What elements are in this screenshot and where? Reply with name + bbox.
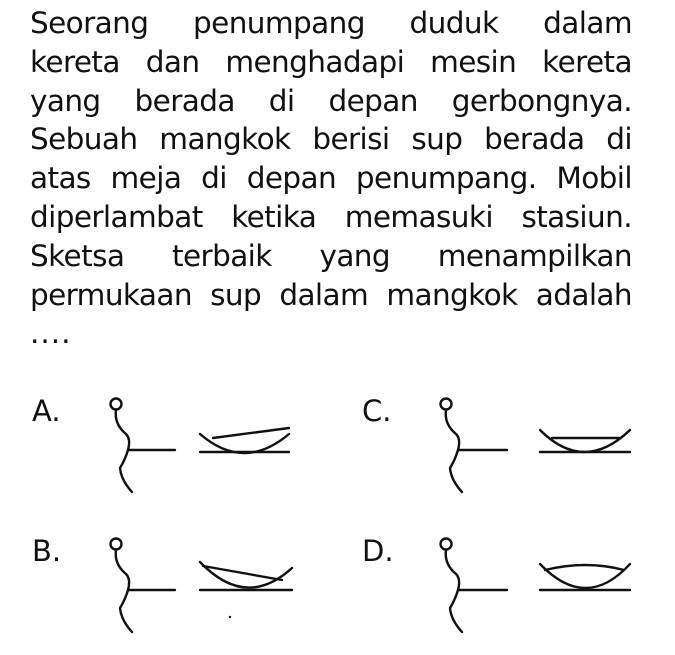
question-line-8: permukaan sup dalam mangkok adalah (30, 277, 632, 312)
soup-bowl-icon (200, 562, 292, 590)
option-d-sketch (362, 534, 662, 644)
option-b-sketch (32, 534, 332, 644)
question-text (30, 4, 632, 353)
option-b[interactable] (32, 534, 332, 644)
question-line-5: atas meja di depan penumpang. Mobil (30, 161, 632, 196)
question-line-2: kereta dan menghadapi mesin kereta (30, 44, 632, 79)
question-line-3: yang berada di depan gerbongnya. (30, 83, 632, 118)
question-line-7: Sketsa terbaik yang menampilkan (30, 238, 632, 273)
option-c-label: C. (362, 394, 392, 428)
speck-mark (229, 616, 231, 618)
option-c-sketch (362, 394, 662, 504)
option-c[interactable] (362, 394, 662, 504)
question-blank-dots: .... (30, 316, 72, 351)
option-a-sketch (32, 394, 332, 504)
option-a-label: A. (32, 394, 61, 428)
passenger-figure-icon (441, 399, 508, 493)
option-a[interactable] (32, 394, 332, 504)
passenger-figure-icon (111, 539, 176, 633)
soup-bowl-icon (200, 428, 289, 453)
soup-bowl-icon (540, 430, 630, 452)
question-line-6: diperlambat ketika memasuki stasiun. (30, 199, 632, 234)
option-d-label: D. (362, 534, 394, 568)
option-d[interactable] (362, 534, 662, 644)
soup-bowl-icon (540, 564, 630, 590)
option-b-label: B. (32, 534, 62, 568)
passenger-figure-icon (111, 399, 176, 493)
question-line-1: Seorang penumpang duduk dalam (30, 6, 632, 40)
passenger-figure-icon (441, 539, 508, 633)
question-line-4: Sebuah mangkok berisi sup berada di (30, 122, 632, 157)
